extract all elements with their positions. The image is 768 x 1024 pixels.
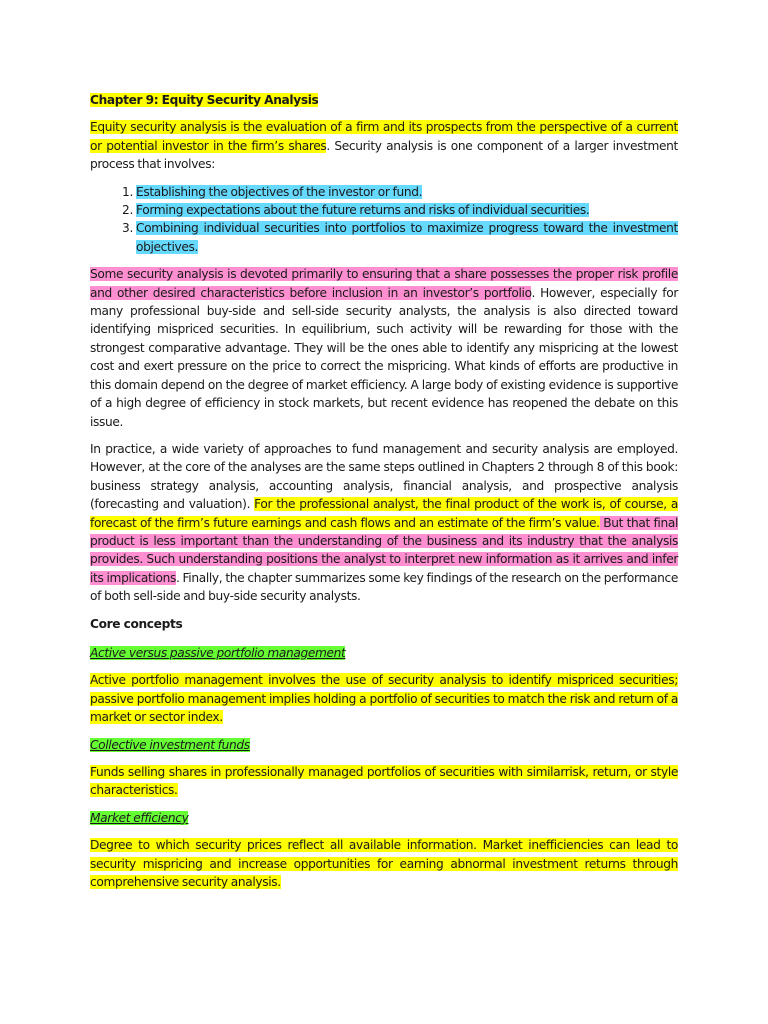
step-text: Forming expectations about the future returns and risks of individual securities. <box>136 203 590 218</box>
concept-definition-text: Funds selling shares in professionally managed portfolios of securities with similarrisk, return, or style characteristics. <box>90 765 678 798</box>
concept-term-text: Market efficiency <box>90 810 189 825</box>
step-text: Combining individual securities into portfolios to maximize progress toward the investment objectives. <box>136 221 678 254</box>
practice-paragraph <box>90 440 678 606</box>
concept-definition-text: Degree to which security prices reflect all available information. Market inefficiencies can lead to security mispricing and increase opportunities for earning abnormal investment returns through comprehensive security analysis. <box>90 838 678 890</box>
intro-paragraph <box>90 118 678 173</box>
chapter-title-text: Chapter 9: Equity Security Analysis <box>90 93 319 107</box>
concept-term <box>90 809 678 827</box>
concept-term-text: Active versus passive portfolio management <box>90 645 346 660</box>
intro-plain-text: . Security analysis is one component of a larger investment process that involves: <box>90 138 678 172</box>
concept-term-text: Collective investment funds <box>90 737 250 752</box>
concept-term <box>90 644 678 662</box>
process-steps-list <box>90 183 678 257</box>
concept-definition <box>90 671 678 726</box>
para2-highlighted-text: Some security analysis is devoted primarily to ensuring that a share possesses the proper risk profile and other desired characteristics before inclusion in an investor’s portfolio <box>90 267 678 300</box>
step-text: Establishing the objectives of the investor or fund. <box>136 184 423 199</box>
list-item <box>136 201 678 219</box>
intro-highlighted-text: Equity security analysis is the evaluation of a firm and its prospects from the perspective of a current or potential investor in the firm’s shares <box>90 120 678 153</box>
para3-pink-text: But that final product is less important than the understanding of the business and its industry that the analysis provides. Such understanding positions the analyst to interpret new information as it arrives and infer its implications <box>90 515 678 585</box>
core-concepts-heading: Core concepts <box>90 616 183 631</box>
chapter-title <box>90 91 678 109</box>
security-analysis-paragraph <box>90 265 678 431</box>
para3-plain-text-2: . Finally, the chapter summarizes some key findings of the research on the performance of both sell-side and buy-side security analysts. <box>90 570 678 604</box>
para3-yellow-text: For the professional analyst, the final product of the work is, of course, a forecast of the firm’s future earnings and cash flows and an estimate of the firm’s value. <box>90 497 678 530</box>
concept-definition <box>90 836 678 891</box>
concept-definition <box>90 763 678 800</box>
list-item <box>136 219 678 256</box>
document-page <box>90 91 678 900</box>
list-item <box>136 183 678 201</box>
concept-term <box>90 736 678 754</box>
para2-plain-text: . However, especially for many professional buy-side and sell-side security analysts, the analysis is also directed toward identifying mispriced securities. In equilibrium, such activity will be rewarding for those with the strongest comparative advantage. They will be the ones able to identify any mispricing at the lowest cost and exert pressure on the price to correct the mispricing. What kinds of efforts are productive in this domain depend on the degree of market efficiency. A large body of existing evidence is supportive of a high degree of efficiency in stock markets, but recent evidence has reopened the debate on this issue. <box>90 285 678 429</box>
concept-definition-text: Active portfolio management involves the use of security analysis to identify mispriced securities; passive portfolio management implies holding a portfolio of securities to match the risk and return of a market or sector index. <box>90 673 678 725</box>
para3-plain-text-1: In practice, a wide variety of approaches to fund management and security analysis are employed. However, at the core of the analyses are the same steps outlined in Chapters 2 through 8 of this book: business strategy analysis, accounting analysis, financial analysis, and prospective analysis (forecasting and valuation). <box>90 441 678 512</box>
